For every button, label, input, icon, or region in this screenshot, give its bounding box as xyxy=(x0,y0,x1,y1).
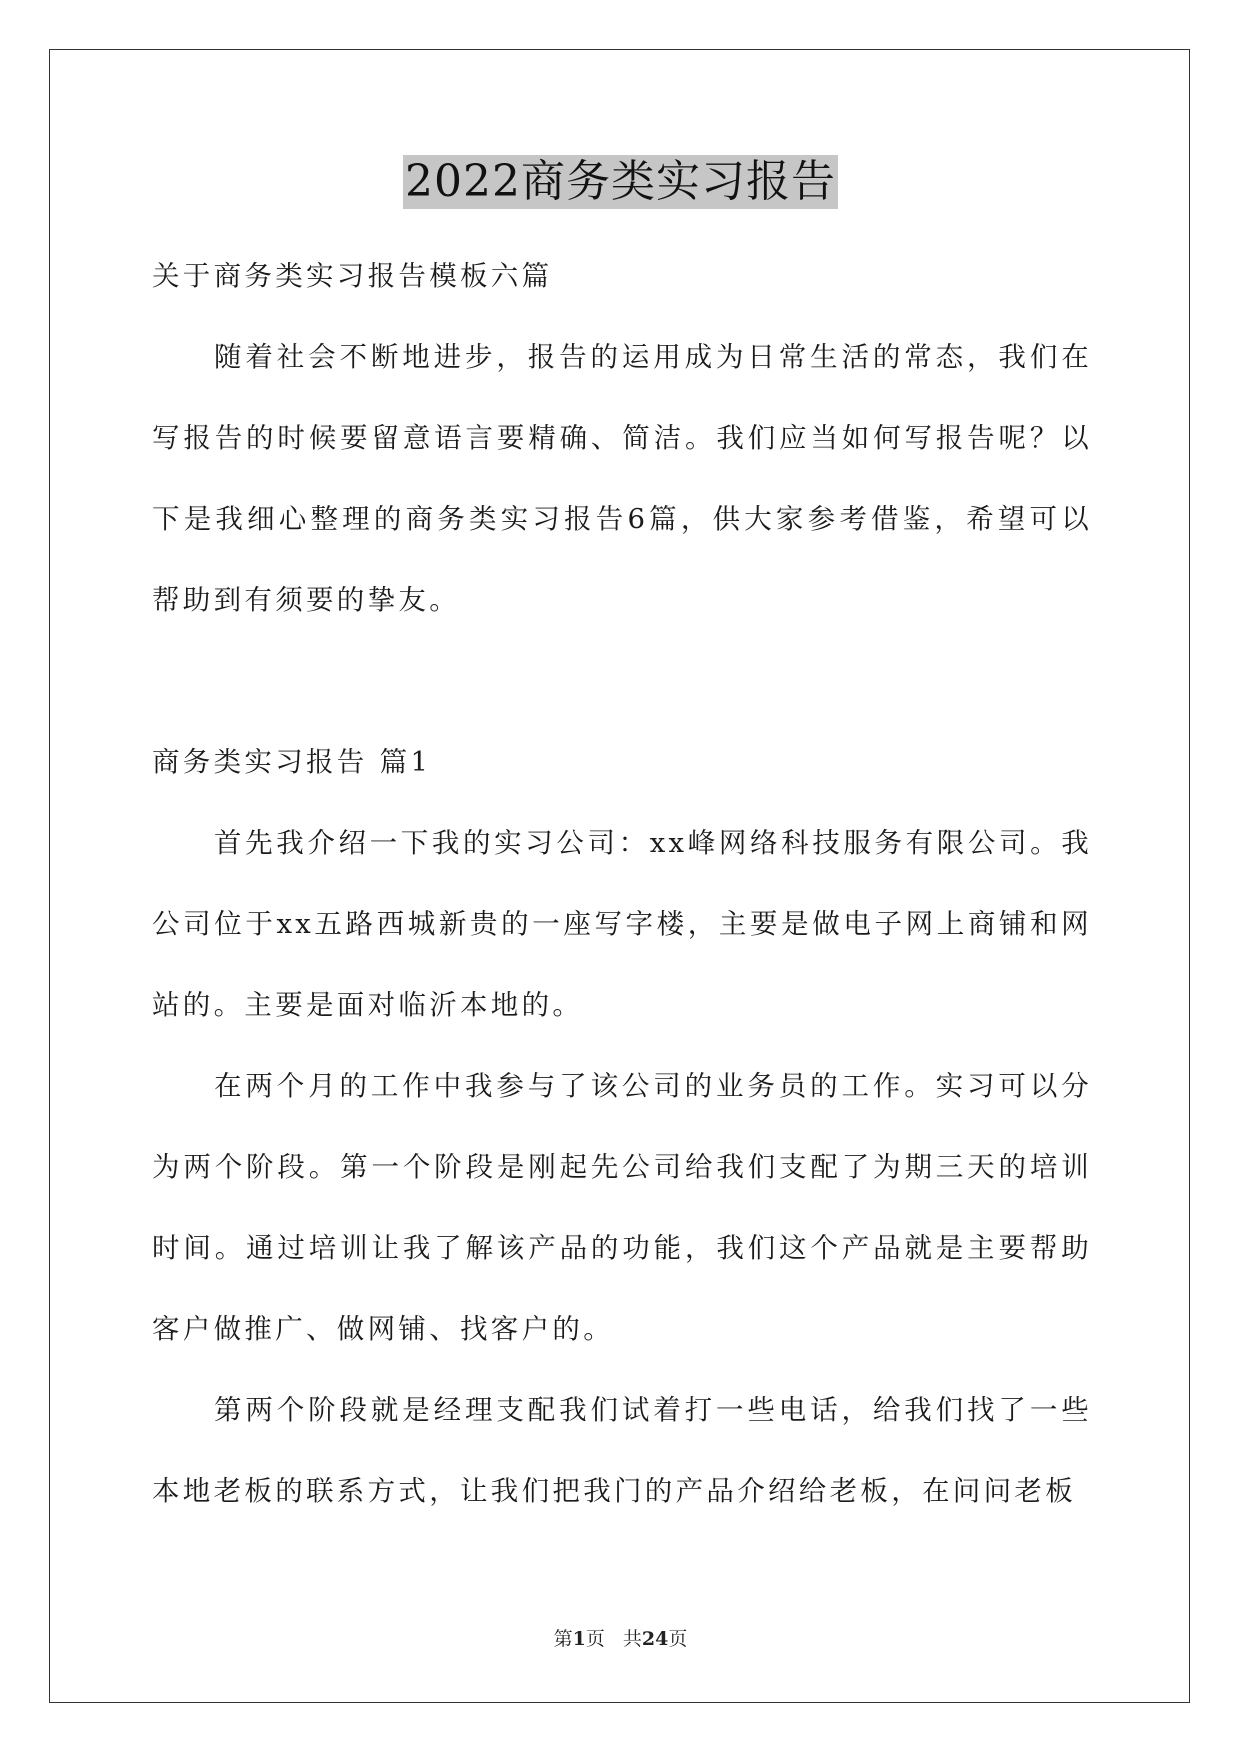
page-prefix: 第 xyxy=(553,1628,573,1650)
body-paragraph: 在两个月的工作中我参与了该公司的业务员的工作。实习可以分为两个阶段。第一个阶段是刚起先公司给我们支配了为期三天的培训时间。通过培训让我了解该产品的功能，我们这个产品就是主要帮助客户做推广、做网铺、找客户的。 xyxy=(152,1070,1092,1345)
blank-line xyxy=(152,641,1092,722)
page-footer xyxy=(0,1627,1241,1651)
section-heading: 商务类实习报告 篇1 xyxy=(152,746,432,778)
intro-paragraph: 随着社会不断地进步，报告的运用成为日常生活的常态，我们在写报告的时候要留意语言要精确、简洁。我们应当如何写报告呢？以下是我细心整理的商务类实习报告6篇，供大家参考借鉴，希望可以帮助到有须要的挚友。 xyxy=(152,341,1092,616)
document-title: 2022商务类实习报告 xyxy=(405,156,836,207)
body-paragraph: 首先我介绍一下我的实习公司：xx峰网络科技服务有限公司。我公司位于xx五路西城新贵的一座写字楼，主要是做电子网上商铺和网站的。主要是面对临沂本地的。 xyxy=(152,827,1092,1021)
page-number: 1 xyxy=(572,1628,586,1650)
total-suffix: 页 xyxy=(668,1628,688,1650)
body-paragraph: 第两个阶段就是经理支配我们试着打一些电话，给我们找了一些本地老板的联系方式，让我们把我门的产品介绍给老板，在问问老板 xyxy=(152,1394,1092,1507)
page-suffix: 页 xyxy=(585,1628,605,1650)
title-container xyxy=(0,155,1241,209)
total-prefix: 共 xyxy=(622,1628,642,1650)
document-subtitle: 关于商务类实习报告模板六篇 xyxy=(152,260,553,292)
total-pages: 24 xyxy=(641,1628,669,1650)
document-body xyxy=(152,236,1092,1532)
